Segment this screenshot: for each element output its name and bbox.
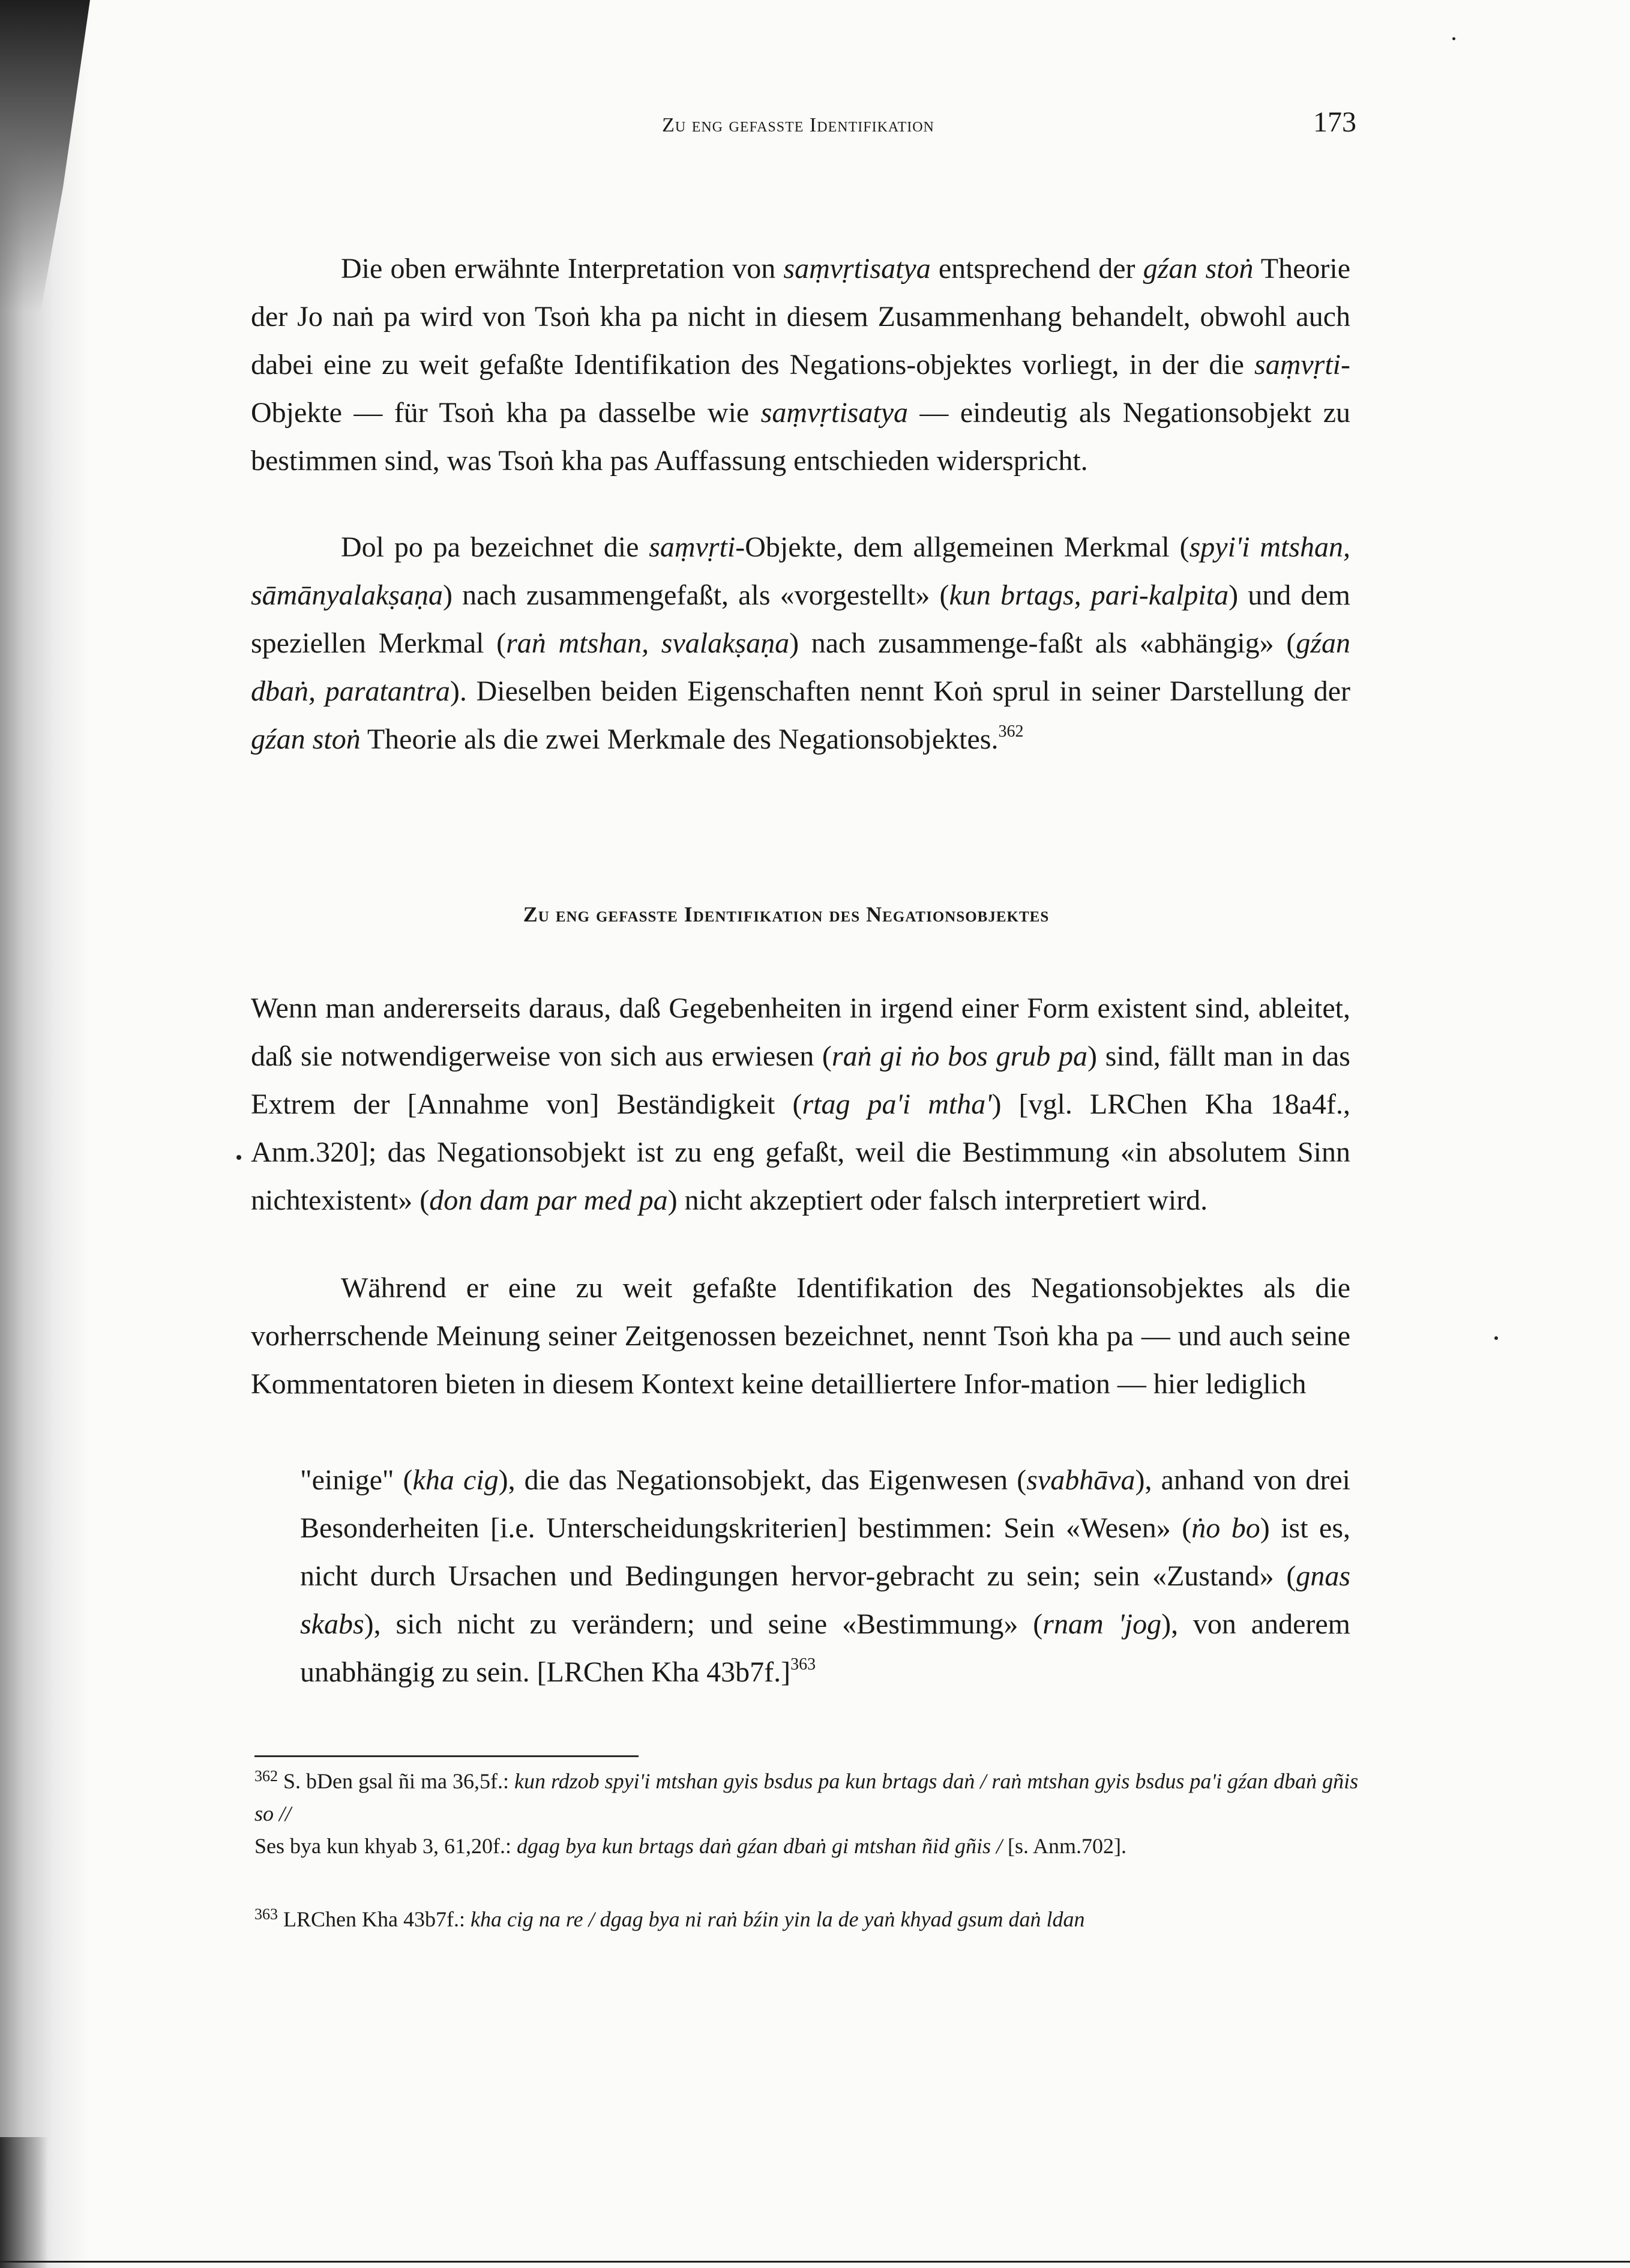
footnote-ref-362: 362	[998, 722, 1024, 741]
section-heading: Zu eng gefasste Identifikation des Negationsobjektes	[523, 902, 1050, 926]
running-header: Zu eng gefasste Identifikation	[662, 114, 934, 136]
footnote-362: $^{362}$ S. bDen gsal ñi ma 36,5f.: kun rdzob spyi'i mtshan gyis bsdus pa kun brtags daṅ / raṅ mtshan gyis bsdus pa'i gźan dbaṅ gñis so // Ses bya kun khyab 3, 61,20f.: dgag bya kun brtags daṅ gźan dbaṅ gi mtshan ñid gñis / [s. Anm.702].	[254, 1767, 1359, 1858]
page-number: 173	[1313, 106, 1356, 138]
scan-bottom-edge	[0, 2261, 1630, 2263]
paragraph-3: Wenn man andererseits daraus, daß Gegebenheiten in irgend einer Form existent sind, ableitet, daß sie notwendigerweise von sich aus erwiesen (raṅ gi ṅo bos grub pa) sind, fällt man in das Extrem der [Annahme von] Beständigkeit (rtag pa'i mtha') [vgl. LRChen Kha 18a4f., Anm.320]; das Negationsobjekt ist zu eng gefaßt, weil die Bestimmung «in absolutem Sinn nichtexistent» (don dam par med pa) nicht akzeptiert oder falsch interpretiert wird.	[251, 992, 1350, 1216]
block-quote: "einige" (kha cig), die das Negationsobjekt, das Eigenwesen (svabhāva), anhand von drei Besonderheiten [i.e. Unterscheidungskriterien] bestimmen: Sein «Wesen» (ṅo bo) ist es, nicht durch Ursachen und Bedingungen hervor-gebracht zu sein; sein «Zustand» (gnas skabs), sich nicht zu verändern; und seine «Bestimmung» (rnam 'jog), von anderem unabhängig zu sein. [LRChen Kha 43b7f.]$^{363}$	[300, 1464, 1351, 1688]
paragraph-4: Während er eine zu weit gefaßte Identifikation des Negationsobjektes als die vorherrschende Meinung seiner Zeitgenossen bezeichnet, nennt Tsoṅ kha pa — und auch seine Kommentatoren bieten in diesem Kontext keine detailliertere Infor-mation — hier lediglich	[251, 1272, 1350, 1400]
scan-speck	[236, 1155, 241, 1160]
book-binding-foot	[0, 2137, 48, 2268]
paragraph-2: Dol po pa bezeichnet die saṃvṛti-Objekte, dem allgemeinen Merkmal (spyi'i mtshan, sāmānyalakṣaṇa) nach zusammengefaßt, als «vorgestellt» (kun brtags, pari-kalpita) und dem speziellen Merkmal (raṅ mtshan, svalakṣaṇa) nach zusammenge-faßt als «abhängig» (gźan dbaṅ, paratantra). Dieselben beiden Eigenschaften nennt Koṅ sprul in seiner Darstellung der gźan stoṅ Theorie als die zwei Merkmale des Negationsobjektes.$^{362}$	[251, 531, 1351, 755]
book-binding-shadow	[0, 0, 90, 2268]
footnote-ref-363: 363	[790, 1655, 816, 1674]
footnote-363: $^{363}$ LRChen Kha 43b7f.: kha cig na re / dgag bya ni raṅ bźin yin la de yaṅ khyad gsum daṅ ldan	[254, 1905, 1085, 1931]
footnote-rule	[254, 1755, 639, 1757]
scan-speck	[1494, 1336, 1498, 1340]
paragraph-1: Die oben erwähnte Interpretation von saṃvṛtisatya entsprechend der gźan stoṅ Theorie der Jo naṅ pa wird von Tsoṅ kha pa nicht in diesem Zusammenhang behandelt, obwohl auch dabei eine zu weit gefaßte Identifikation des Negations-objektes vorliegt, in der die saṃvṛti-Objekte — für Tsoṅ kha pa dasselbe wie saṃvṛtisatya — eindeutig als Negationsobjekt zu bestimmen sind, was Tsoṅ kha pas Auffassung entschieden widerspricht.	[251, 253, 1351, 477]
scan-speck	[1452, 37, 1455, 40]
